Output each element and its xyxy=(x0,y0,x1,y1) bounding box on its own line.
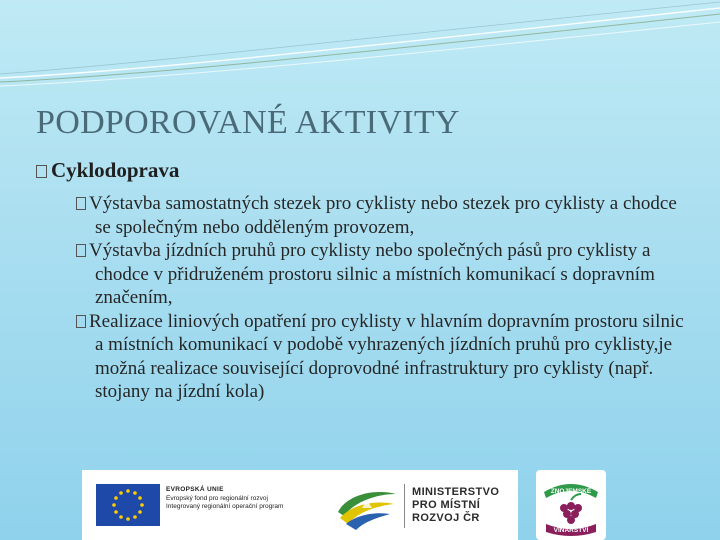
list-item xyxy=(76,239,696,310)
list-item-text: Výstavba samostatných stezek pro cyklisty nebo stezek pro cyklisty a chodce se společným nebo odděleným provozem, xyxy=(89,193,677,238)
logo-strip xyxy=(82,470,518,540)
list-item-text: Výstavba jízdních pruhů pro cyklisty nebo společných pásů pro cyklisty a chodce v přidruženém prostoru silnic a místních komunikací s dopravním značením, xyxy=(89,240,655,308)
list-item-text: Realizace liniových opatření pro cyklisty v hlavním dopravním prostoru silnic a místních komunikací v podobě vyhrazených jízdních pruhů pro cyklisty,je možná realizace související doprovodné infrastruktury pro cyklisty (např. stojany na jízdní kola) xyxy=(89,310,684,402)
eu-logo-line: EVROPSKÁ UNIE xyxy=(166,486,224,493)
section-heading xyxy=(36,158,179,183)
bullet-icon xyxy=(76,244,86,257)
badge-bottom-text: VINARSTVÍ xyxy=(553,527,589,534)
bullet-icon xyxy=(76,197,86,210)
ministry-logo-icon xyxy=(332,478,402,534)
slide-title: PODPOROVANÉ AKTIVITY xyxy=(36,104,460,141)
wine-badge-icon xyxy=(536,470,606,540)
ministry-logo-line: MINISTERSTVO xyxy=(412,486,500,498)
bullet-icon xyxy=(36,165,47,178)
eu-logo-line: Integrovaný regionální operační program xyxy=(166,503,284,510)
list-item xyxy=(76,310,696,404)
wine-badge-logo xyxy=(536,470,606,540)
decorative-swoosh xyxy=(0,0,720,100)
ministry-logo-line: PRO MÍSTNÍ xyxy=(412,499,481,511)
eu-logo-text xyxy=(166,486,316,512)
bullet-icon xyxy=(76,315,86,328)
bullet-list xyxy=(76,192,696,404)
eu-stars-icon xyxy=(96,484,160,526)
list-item xyxy=(76,192,696,239)
logo-divider xyxy=(404,484,405,528)
ministry-logo-text xyxy=(412,486,512,525)
ministry-logo-line: ROZVOJ ČR xyxy=(412,512,480,524)
badge-top-text: ZNOJEMSKÉ xyxy=(550,488,592,495)
section-heading-text: Cyklodoprava xyxy=(51,158,180,182)
eu-logo-line: Evropský fond pro regionální rozvoj xyxy=(166,494,268,502)
eu-flag-icon xyxy=(96,484,160,526)
